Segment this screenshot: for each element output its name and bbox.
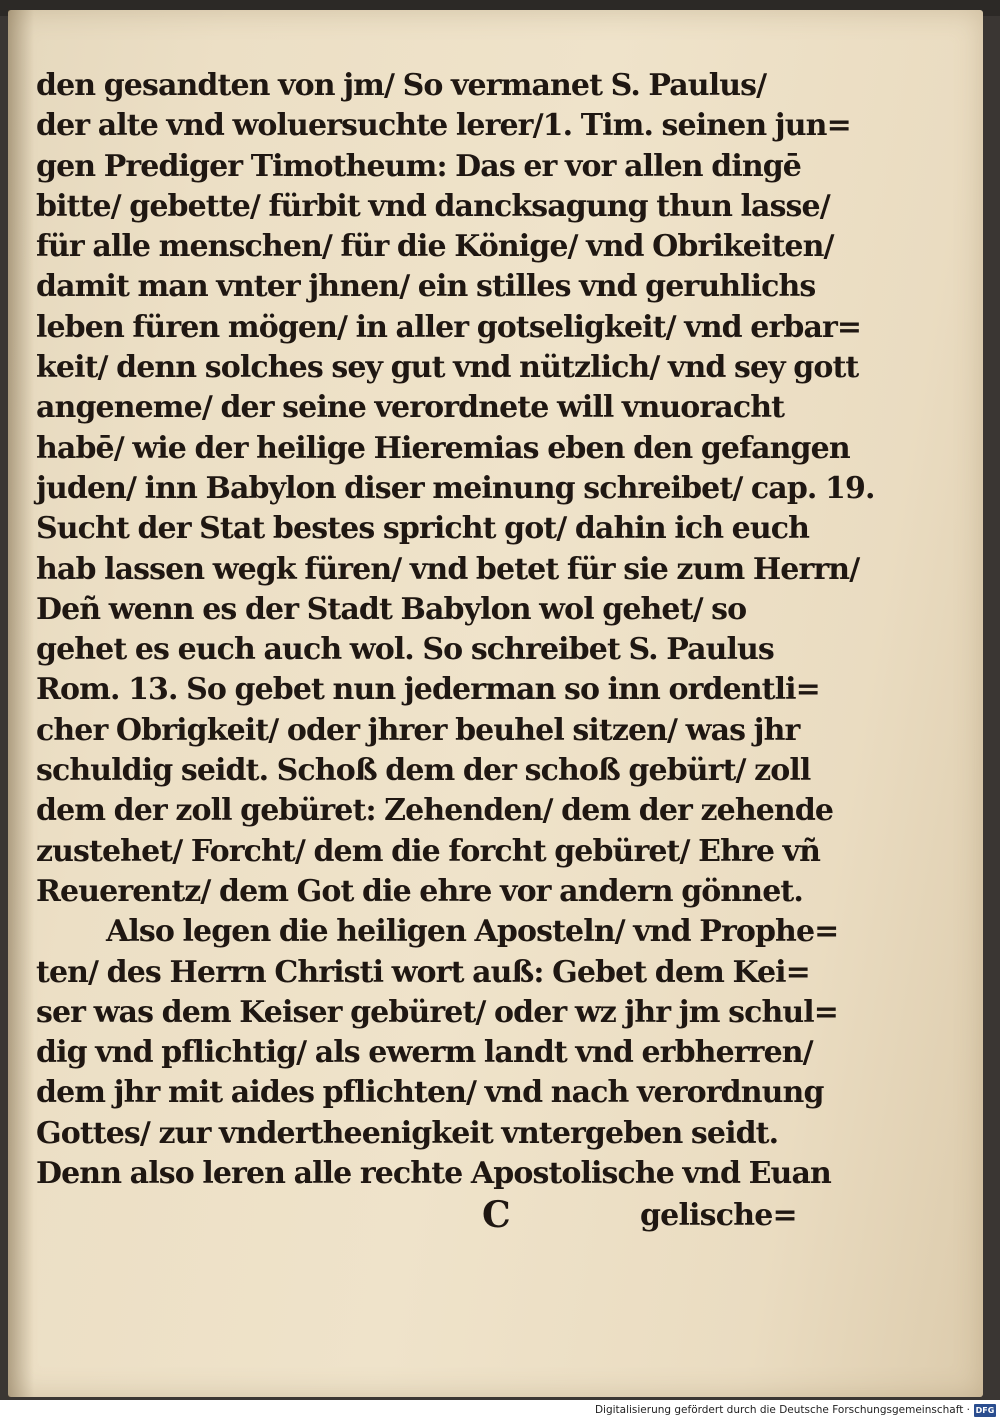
text-line: Reuerentz/ dem Got die ehre vor andern gönnet. bbox=[36, 873, 803, 909]
text-line: ser was dem Keiser gebüret/ oder wz jhr jm schul= bbox=[36, 994, 839, 1030]
page-text-block bbox=[36, 66, 875, 1194]
text-line: angeneme/ der seine verordnete will vnuoracht bbox=[36, 390, 785, 426]
text-line: zustehet/ Forcht/ dem die forcht gebüret/ Ehre vñ bbox=[36, 833, 821, 869]
text-line: dig vnd pflichtig/ als ewerm landt vnd erbherren/ bbox=[36, 1035, 813, 1071]
page-foot bbox=[36, 1194, 797, 1238]
text-line: keit/ denn solches sey gut vnd nützlich/ vnd sey gott bbox=[36, 350, 859, 386]
text-line: cher Obrigkeit/ oder jhrer beuhel sitzen/ was jhr bbox=[36, 712, 800, 748]
text-line: Denn also leren alle rechte Apostolische vnd Euan bbox=[36, 1156, 831, 1192]
dfg-logo-icon: DFG bbox=[975, 1406, 995, 1415]
text-line: ten/ des Herrn Christi wort auß: Gebet dem Kei= bbox=[36, 954, 810, 990]
text-line: gehet es euch auch wol. So schreibet S. Paulus bbox=[36, 632, 774, 668]
signature-mark: C bbox=[482, 1194, 511, 1236]
text-line: habē/ wie der heilige Hieremias eben den gefangen bbox=[36, 430, 850, 466]
text-line: damit man vnter jhnen/ ein stilles vnd geruhlichs bbox=[36, 269, 816, 305]
text-line: den gesandten von jm/ So vermanet S. Paulus/ bbox=[36, 68, 767, 103]
paragraph-first-line: Also legen die heiligen Aposteln/ vnd Prophe= bbox=[106, 914, 839, 950]
text-line: dem jhr mit aides pflichten/ vnd nach verordnung bbox=[36, 1075, 824, 1111]
text-line: Deñ wenn es der Stadt Babylon wol gehet/ so bbox=[36, 591, 747, 627]
text-line: Sucht der Stat bestes spricht got/ dahin ich euch bbox=[36, 511, 810, 547]
text-line: hab lassen wegk füren/ vnd betet für sie zum Herrn/ bbox=[36, 551, 860, 587]
text-line: bitte/ gebette/ fürbit vnd dancksagung thun lasse/ bbox=[36, 188, 830, 224]
text-line: für alle menschen/ für die Könige/ vnd Obrikeiten/ bbox=[36, 229, 834, 265]
text-line: dem der zoll gebüret: Zehenden/ dem der zehende bbox=[36, 793, 834, 829]
footer-bar bbox=[0, 1400, 1000, 1422]
text-line: Gottes/ zur vndertheenigkeit vntergeben seidt. bbox=[36, 1115, 779, 1151]
funding-credit: Digitalisierung gefördert durch die Deutsche Forschungsgemeinschaft · bbox=[594, 1404, 970, 1416]
text-line: Rom. 13. So gebet nun jederman so inn ordentli= bbox=[36, 672, 820, 708]
text-line: juden/ inn Babylon diser meinung schreibet/ cap. 19. bbox=[36, 470, 875, 506]
text-line: leben füren mögen/ in aller gotseligkeit/ vnd erbar= bbox=[36, 309, 862, 345]
catchword: gelische= bbox=[640, 1198, 797, 1233]
page-gutter-shadow bbox=[8, 10, 34, 1397]
text-line: schuldig seidt. Schoß dem der schoß gebürt/ zoll bbox=[36, 753, 811, 789]
text-line: gen Prediger Timotheum: Das er vor allen dingē bbox=[36, 148, 801, 184]
text-line: der alte vnd woluersuchte lerer/1. Tim. seinen jun= bbox=[36, 108, 851, 144]
